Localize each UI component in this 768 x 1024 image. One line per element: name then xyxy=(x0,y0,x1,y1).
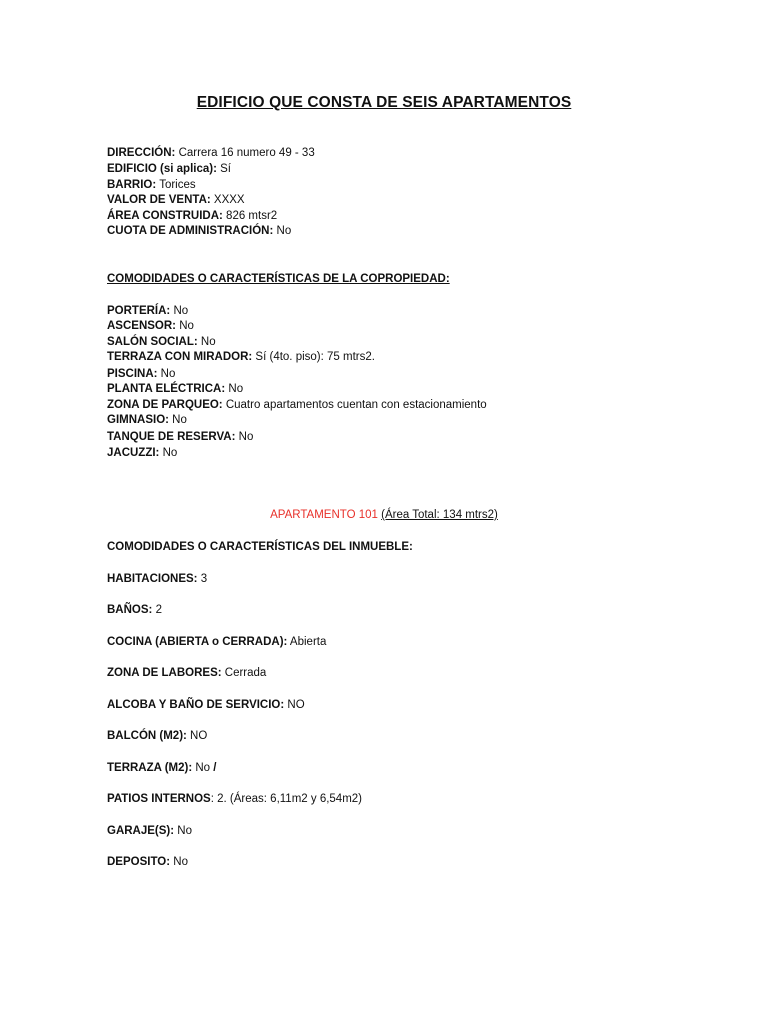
field-valor-venta xyxy=(107,193,245,208)
document-title: EDIFICIO QUE CONSTA DE SEIS APARTAMENTOS xyxy=(196,94,572,111)
field-habitaciones xyxy=(107,572,207,587)
copropiedad-heading: COMODIDADES O CARACTERÍSTICAS DE LA COPROPIEDAD: xyxy=(107,273,450,285)
field-label: PATIOS INTERNOS xyxy=(107,793,211,805)
field-alcoba-servicio xyxy=(107,698,305,713)
field-planta-electrica xyxy=(107,382,243,397)
field-value: No xyxy=(174,825,192,837)
field-label: CUOTA DE ADMINISTRACIÓN: xyxy=(107,225,274,237)
field-label: ZONA DE LABORES: xyxy=(107,667,222,679)
field-value: No xyxy=(192,762,214,774)
field-barrio xyxy=(107,178,196,193)
field-cuota-administracion xyxy=(107,224,291,239)
field-value: NO xyxy=(284,699,305,711)
field-value: No xyxy=(159,447,178,459)
field-label: COCINA (ABIERTA o CERRADA): xyxy=(107,636,288,648)
field-label: PISCINA: xyxy=(107,368,158,380)
field-label: EDIFICIO (si aplica): xyxy=(107,163,217,175)
field-label: ZONA DE PARQUEO: xyxy=(107,399,223,411)
field-label: PLANTA ELÉCTRICA: xyxy=(107,383,226,395)
field-cocina xyxy=(107,635,326,650)
field-patios-internos xyxy=(107,792,362,807)
field-value: Cuatro apartamentos cuentan con estacionamiento xyxy=(222,399,487,411)
field-suffix: / xyxy=(213,762,217,774)
field-terraza xyxy=(107,761,216,776)
field-deposito xyxy=(107,855,188,870)
field-value: 826 mtsr2 xyxy=(222,210,278,222)
field-terraza-mirador xyxy=(107,350,375,365)
field-label: BALCÓN (M2): xyxy=(107,730,187,742)
field-value: No xyxy=(170,305,189,317)
field-label: ÁREA CONSTRUIDA: xyxy=(107,210,223,222)
field-label: TERRAZA CON MIRADOR: xyxy=(107,351,253,363)
field-value: Cerrada xyxy=(221,667,267,679)
field-value: No xyxy=(157,368,176,380)
field-value: Torices xyxy=(156,179,196,191)
field-value: 2 xyxy=(152,604,162,616)
field-value: No xyxy=(225,383,244,395)
field-value: Abierta xyxy=(287,636,327,648)
field-label: VALOR DE VENTA: xyxy=(107,194,211,206)
field-value: No xyxy=(235,431,254,443)
field-balcon xyxy=(107,729,207,744)
field-value: XXXX xyxy=(210,194,245,206)
field-value: No xyxy=(170,856,188,868)
field-salon-social xyxy=(107,335,216,350)
field-label: PORTERÍA: xyxy=(107,305,171,317)
field-label: DEPOSITO: xyxy=(107,856,171,868)
field-porteria xyxy=(107,304,188,319)
field-label: TANQUE DE RESERVA: xyxy=(107,431,236,443)
field-label: BAÑOS: xyxy=(107,604,153,616)
apartment-area: (Área Total: 134 mtrs2) xyxy=(381,509,498,521)
field-banos xyxy=(107,603,162,618)
field-label: SALÓN SOCIAL: xyxy=(107,336,198,348)
field-value: No xyxy=(197,336,216,348)
field-tanque-reserva xyxy=(107,430,253,445)
field-ascensor xyxy=(107,319,194,334)
field-label: DIRECCIÓN: xyxy=(107,147,176,159)
field-value: No xyxy=(273,225,292,237)
field-value: : 2. (Áreas: 6,11m2 y 6,54m2) xyxy=(210,793,363,805)
field-zona-parqueo xyxy=(107,398,487,413)
apartment-heading xyxy=(0,509,768,521)
field-area-construida xyxy=(107,209,277,224)
field-label: BARRIO: xyxy=(107,179,157,191)
field-value: Sí xyxy=(216,163,231,175)
field-value: No xyxy=(168,414,187,426)
field-label: ASCENSOR: xyxy=(107,320,177,332)
field-value: NO xyxy=(186,730,208,742)
field-label: GIMNASIO: xyxy=(107,414,169,426)
apartment-name: APARTAMENTO 101 xyxy=(270,509,378,521)
field-value: 3 xyxy=(197,573,208,585)
field-value: Sí (4to. piso): 75 mtrs2. xyxy=(252,351,375,363)
inmueble-heading: COMODIDADES O CARACTERÍSTICAS DEL INMUEBLE: xyxy=(107,541,413,553)
field-label: TERRAZA (M2): xyxy=(107,762,193,774)
field-jacuzzi xyxy=(107,446,177,461)
field-value: No xyxy=(176,320,194,332)
field-garajes xyxy=(107,824,192,839)
field-value: Carrera 16 numero 49 - 33 xyxy=(175,147,315,159)
field-piscina xyxy=(107,367,175,382)
field-zona-labores xyxy=(107,666,266,681)
field-direccion xyxy=(107,146,315,161)
field-edificio xyxy=(107,162,231,177)
field-gimnasio xyxy=(107,413,187,428)
field-label: GARAJE(S): xyxy=(107,825,175,837)
field-label: JACUZZI: xyxy=(107,447,160,459)
field-label: ALCOBA Y BAÑO DE SERVICIO: xyxy=(107,699,285,711)
field-label: HABITACIONES: xyxy=(107,573,198,585)
